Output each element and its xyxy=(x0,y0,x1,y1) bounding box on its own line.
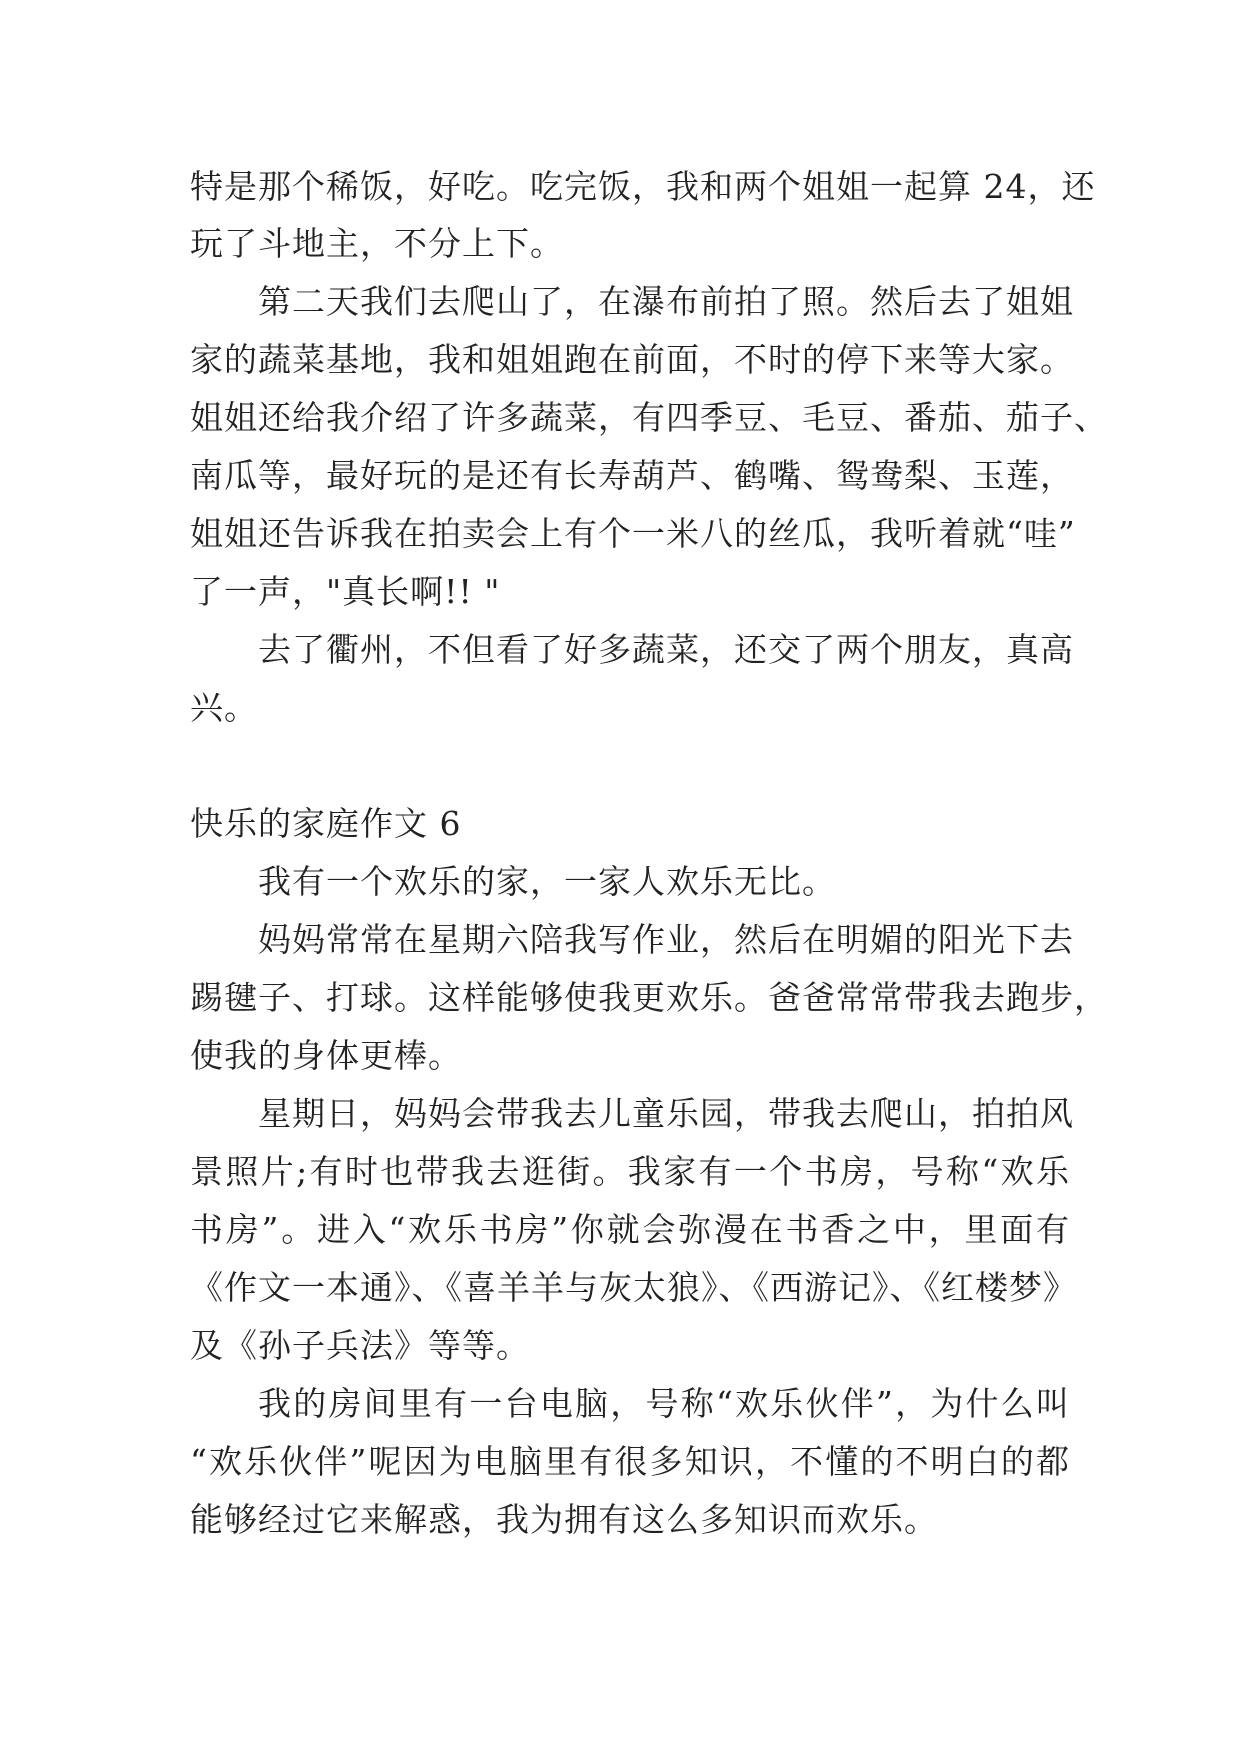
paragraph-line: 踢毽子、打球。这样能够使我更欢乐。爸爸常常带我去跑步， xyxy=(190,978,1108,1017)
paragraph-line: 星期日，妈妈会带我去儿童乐园，带我去爬山，拍拍风 xyxy=(258,1094,1074,1133)
paragraph-line: 特是那个稀饭，好吃。吃完饭，我和两个姐姐一起算 24，还 xyxy=(190,167,1096,206)
paragraph-line: 使我的身体更棒。 xyxy=(190,1036,462,1075)
paragraph-line: 能够经过它来解惑，我为拥有这么多知识而欢乐。 xyxy=(190,1500,938,1539)
paragraph-line: 《作文一本通》、《喜羊羊与灰太狼》、《西游记》、《红楼梦》 xyxy=(190,1268,1077,1307)
paragraph-line: 及《孙子兵法》等等。 xyxy=(190,1326,530,1365)
paragraph-line: 家的蔬菜基地，我和姐姐跑在前面，不时的停下来等大家。 xyxy=(190,340,1074,379)
paragraph-line: 我的房间里有一台电脑，号称“欢乐伙伴”，为什么叫 xyxy=(258,1384,1070,1423)
paragraph-line: 南瓜等，最好玩的是还有长寿葫芦、鹤嘴、鸳鸯梨、玉莲， xyxy=(190,456,1074,495)
paragraph-line: 玩了斗地主，不分上下。 xyxy=(190,224,564,263)
paragraph-line: 了一声，"真长啊!! " xyxy=(190,572,501,611)
paragraph-line: 妈妈常常在星期六陪我写作业，然后在明媚的阳光下去 xyxy=(258,920,1074,959)
paragraph-line: 我有一个欢乐的家，一家人欢乐无比。 xyxy=(258,862,836,901)
paragraph-line: 去了衢州，不但看了好多蔬菜，还交了两个朋友，真高 xyxy=(258,630,1074,669)
paragraph-line: 兴。 xyxy=(190,688,258,727)
paragraph-line: “欢乐伙伴”呢因为电脑里有很多知识，不懂的不明白的都 xyxy=(190,1442,1070,1481)
essay-title: 快乐的家庭作文 6 xyxy=(190,804,462,843)
paragraph-line: 姐姐还给我介绍了许多蔬菜，有四季豆、毛豆、番茄、茄子、 xyxy=(190,398,1108,437)
paragraph-line: 景照片;有时也带我去逛街。我家有一个书房，号称“欢乐 xyxy=(190,1152,1070,1191)
paragraph-line: 姐姐还告诉我在拍卖会上有个一米八的丝瓜，我听着就“哇” xyxy=(190,514,1076,553)
paragraph-line: 书房”。进入“欢乐书房”你就会弥漫在书香之中，里面有 xyxy=(190,1210,1070,1249)
paragraph-line: 第二天我们去爬山了，在瀑布前拍了照。然后去了姐姐 xyxy=(258,282,1074,321)
